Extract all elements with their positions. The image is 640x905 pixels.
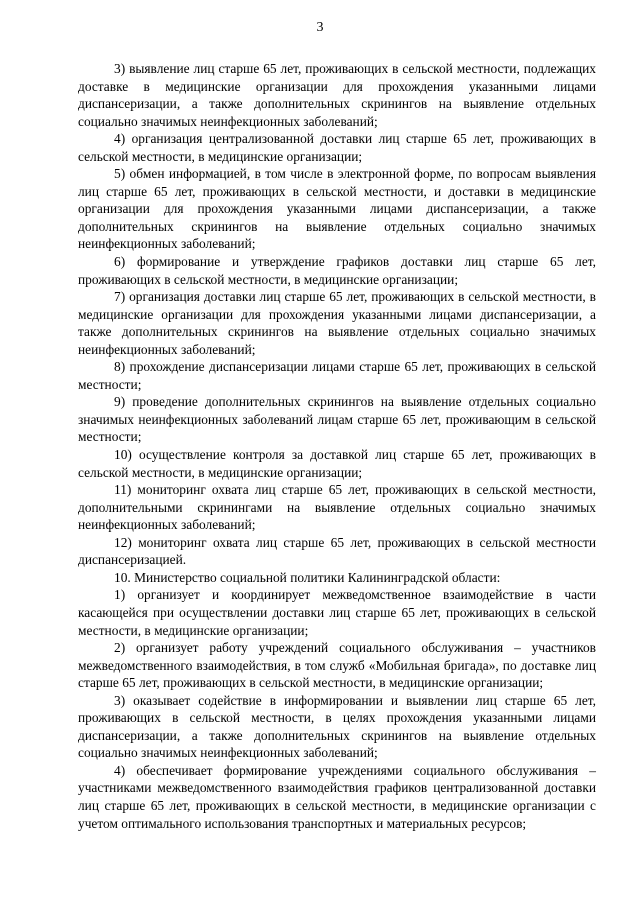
list-item: 3) выявление лиц старше 65 лет, проживающих в сельской местности, подлежащих доставке в медицинские организации для прохождения указанными лицами диспансеризации, а также дополнительных скринингов на выявление отдельных социально значимых неинфекционных заболеваний; — [78, 61, 596, 129]
list-item: 5) обмен информацией, в том числе в электронной форме, по вопросам выявления лиц старше 65 лет, проживающих в сельской местности, и доставки в медицинские организации для прохождения указанными лицами диспансеризации, а также дополнительных скринингов на выявление отдельных социально значимых неинфекционных заболеваний; — [78, 166, 596, 252]
list-item: 9) проведение дополнительных скринингов на выявление отдельных социально значимых неинфекционных заболеваний лицам старше 65 лет, проживающим в сельской местности; — [78, 394, 596, 445]
list-item: 4) организация централизованной доставки лиц старше 65 лет, проживающих в сельской местности, в медицинские организации; — [78, 131, 596, 164]
list-item: 11) мониторинг охвата лиц старше 65 лет, проживающих в сельской местности, дополнительными скринингами на выявление отдельных социально значимых неинфекционных заболеваний; — [78, 482, 596, 533]
list-item: 6) формирование и утверждение графиков доставки лиц старше 65 лет, проживающих в сельской местности, в медицинские организации; — [78, 254, 596, 287]
list-item: 10) осуществление контроля за доставкой лиц старше 65 лет, проживающих в сельской местности, в медицинские организации; — [78, 447, 596, 480]
section-heading: 10. Министерство социальной политики Калининградской области: — [114, 569, 501, 585]
list-item: 3) оказывает содействие в информировании и выявлении лиц старше 65 лет, проживающих в сельской местности, в целях прохождения указанными лицами диспансеризации, а также дополнительных скринингов на выявление отдельных социально значимых неинфекционных заболеваний; — [78, 692, 596, 761]
list-item: 7) организация доставки лиц старше 65 лет, проживающих в сельской местности, в медицинские организации для прохождения указанными лицами диспансеризации, а также дополнительных скринингов на выявление отдельных социально значимых неинфекционных заболеваний; — [78, 289, 596, 357]
list-item: 8) прохождение диспансеризации лицами старше 65 лет, проживающих в сельской местности; — [78, 359, 596, 392]
page-number: 3 — [316, 20, 324, 35]
list-item: 4) обеспечивает формирование учреждениями социального обслуживания – участниками межведомственного взаимодействия графиков централизованной доставки лиц старше 65 лет, проживающих в сельской местности, в медицинские организации с учетом оптимального использования транспортных и материальных ресурсов; — [78, 762, 596, 831]
list-item: 1) организует и координирует межведомственное взаимодействие в части касающейся при осуществлении доставки лиц старше 65 лет, проживающих в сельской местности, в медицинские организации; — [78, 587, 596, 638]
document-body — [78, 60, 596, 832]
list-item: 2) организует работу учреждений социального обслуживания – участников межведомственного взаимодействия, в том служб «Мобильная бригада», по доставке лиц старше 65 лет, проживающих в сельской местности, в медицинские организации; — [78, 640, 596, 691]
list-item: 12) мониторинг охвата лиц старше 65 лет, проживающих в сельской местности диспансеризацией. — [78, 534, 596, 568]
